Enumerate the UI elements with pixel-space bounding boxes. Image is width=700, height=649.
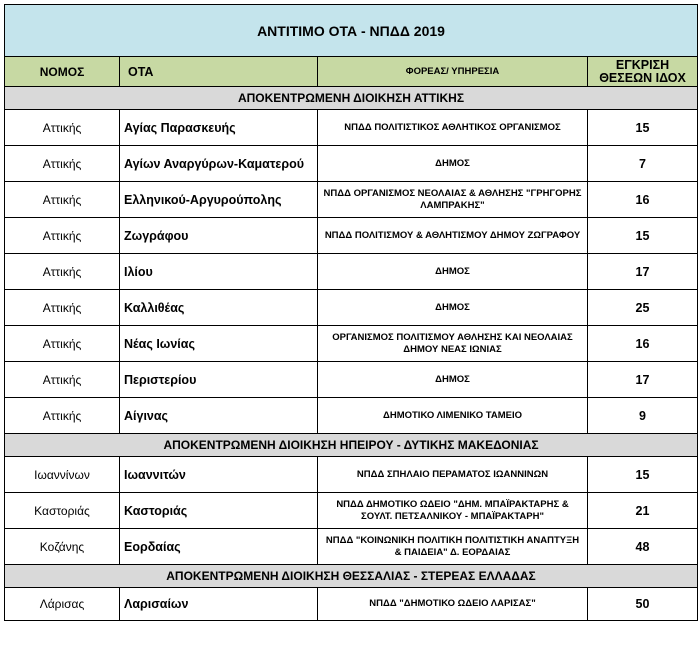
cell-nomos: Ιωαννίνων <box>5 457 120 493</box>
cell-ota: Ελληνικού-Αργυρούπολης <box>120 182 318 218</box>
cell-ota: Νέας Ιωνίας <box>120 326 318 362</box>
cell-ota: Ιωαννιτών <box>120 457 318 493</box>
cell-foreas: ΔΗΜΟΣ <box>318 146 588 182</box>
cell-count: 15 <box>588 110 698 146</box>
cell-nomos: Αττικής <box>5 218 120 254</box>
header-count-line2: ΘΕΣΕΩΝ ΙΔΟΧ <box>599 70 686 85</box>
header-count-line1: ΕΓΚΡΙΣΗ <box>615 57 670 72</box>
cell-count: 50 <box>588 588 698 621</box>
cell-nomos: Αττικής <box>5 254 120 290</box>
cell-count: 17 <box>588 254 698 290</box>
region-name: ΑΠΟΚΕΝΤΡΩΜΕΝΗ ΔΙΟΙΚΗΣΗ ΘΕΣΣΑΛΙΑΣ - ΣΤΕΡΕΑΣ ΕΛΛΑΔΑΣ <box>5 565 698 588</box>
positions-table <box>4 4 698 621</box>
cell-nomos: Καστοριάς <box>5 493 120 529</box>
header-ota: ΟΤΑ <box>120 57 318 87</box>
cell-nomos: Αττικής <box>5 110 120 146</box>
cell-ota: Καλλιθέας <box>120 290 318 326</box>
table-row <box>5 362 698 398</box>
cell-foreas: ΝΠΔΔ ΠΟΛΙΤΙΣΤΙΚΟΣ ΑΘΛΗΤΙΚΟΣ ΟΡΓΑΝΙΣΜΟΣ <box>318 110 588 146</box>
cell-count: 17 <box>588 362 698 398</box>
table-title: ΑΝΤΙΤΙΜΟ ΟΤΑ - ΝΠΔΔ 2019 <box>5 5 698 57</box>
cell-nomos: Αττικής <box>5 362 120 398</box>
header-count <box>588 57 698 87</box>
title-row <box>5 5 698 57</box>
cell-nomos: Λάρισας <box>5 588 120 621</box>
region-name: ΑΠΟΚΕΝΤΡΩΜΕΝΗ ΔΙΟΙΚΗΣΗ ΑΤΤΙΚΗΣ <box>5 87 698 110</box>
table-row <box>5 326 698 362</box>
table-row <box>5 290 698 326</box>
table-row <box>5 110 698 146</box>
cell-count: 15 <box>588 457 698 493</box>
region-row <box>5 565 698 588</box>
cell-count: 21 <box>588 493 698 529</box>
cell-foreas: ΟΡΓΑΝΙΣΜΟΣ ΠΟΛΙΤΙΣΜΟΥ ΑΘΛΗΣΗΣ ΚΑΙ ΝΕΟΛΑΙΑΣ ΔΗΜΟΥ ΝΕΑΣ ΙΩΝΙΑΣ <box>318 326 588 362</box>
cell-count: 16 <box>588 326 698 362</box>
cell-ota: Καστοριάς <box>120 493 318 529</box>
cell-foreas: ΔΗΜΟΣ <box>318 362 588 398</box>
table-row <box>5 398 698 434</box>
table-row <box>5 457 698 493</box>
table-row <box>5 182 698 218</box>
region-row <box>5 87 698 110</box>
table-row <box>5 218 698 254</box>
cell-ota: Περιστερίου <box>120 362 318 398</box>
table-row <box>5 254 698 290</box>
table-row <box>5 588 698 621</box>
cell-nomos: Αττικής <box>5 398 120 434</box>
cell-count: 15 <box>588 218 698 254</box>
cell-nomos: Αττικής <box>5 326 120 362</box>
cell-ota: Αγίας Παρασκευής <box>120 110 318 146</box>
table-row <box>5 146 698 182</box>
cell-nomos: Κοζάνης <box>5 529 120 565</box>
cell-ota: Λαρισαίων <box>120 588 318 621</box>
region-name: ΑΠΟΚΕΝΤΡΩΜΕΝΗ ΔΙΟΙΚΗΣΗ ΗΠΕΙΡΟΥ - ΔΥΤΙΚΗΣ ΜΑΚΕΔΟΝΙΑΣ <box>5 434 698 457</box>
cell-count: 9 <box>588 398 698 434</box>
cell-ota: Αίγινας <box>120 398 318 434</box>
table-row <box>5 493 698 529</box>
cell-count: 7 <box>588 146 698 182</box>
cell-nomos: Αττικής <box>5 182 120 218</box>
cell-ota: Εορδαίας <box>120 529 318 565</box>
cell-ota: Ιλίου <box>120 254 318 290</box>
cell-nomos: Αττικής <box>5 290 120 326</box>
header-row <box>5 57 698 87</box>
cell-foreas: ΝΠΔΔ ΠΟΛΙΤΙΣΜΟΥ & ΑΘΛΗΤΙΣΜΟΥ ΔΗΜΟΥ ΖΩΓΡΑΦΟΥ <box>318 218 588 254</box>
cell-foreas: ΝΠΔΔ ΔΗΜΟΤΙΚΟ ΩΔΕΙΟ "ΔΗΜ. ΜΠΑΪΡΑΚΤΑΡΗΣ & ΣΟΥΛΤ. ΠΕΤΣΑΛΝΙΚΟΥ - ΜΠΑΪΡΑΚΤΑΡΗ" <box>318 493 588 529</box>
cell-foreas: ΔΗΜΟΤΙΚΟ ΛΙΜΕΝΙΚΟ ΤΑΜΕΙΟ <box>318 398 588 434</box>
header-foreas: ΦΟΡΕΑΣ/ ΥΠΗΡΕΣΙΑ <box>318 57 588 87</box>
cell-foreas: ΔΗΜΟΣ <box>318 290 588 326</box>
cell-nomos: Αττικής <box>5 146 120 182</box>
cell-count: 48 <box>588 529 698 565</box>
region-row <box>5 434 698 457</box>
cell-foreas: ΝΠΔΔ "ΚΟΙΝΩΝΙΚΗ ΠΟΛΙΤΙΚΗ ΠΟΛΙΤΙΣΤΙΚΗ ΑΝΑΠΤΥΞΗ & ΠΑΙΔΕΙΑ" Δ. ΕΟΡΔΑΙΑΣ <box>318 529 588 565</box>
cell-foreas: ΝΠΔΔ "ΔΗΜΟΤΙΚΟ ΩΔΕΙΟ ΛΑΡΙΣΑΣ" <box>318 588 588 621</box>
cell-count: 25 <box>588 290 698 326</box>
cell-foreas: ΔΗΜΟΣ <box>318 254 588 290</box>
cell-count: 16 <box>588 182 698 218</box>
cell-ota: Αγίων Αναργύρων-Καματερού <box>120 146 318 182</box>
cell-foreas: ΝΠΔΔ ΟΡΓΑΝΙΣΜΟΣ ΝΕΟΛΑΙΑΣ & ΑΘΛΗΣΗΣ "ΓΡΗΓΟΡΗΣ ΛΑΜΠΡΑΚΗΣ" <box>318 182 588 218</box>
cell-foreas: ΝΠΔΔ ΣΠΗΛΑΙΟ ΠΕΡΑΜΑΤΟΣ ΙΩΑΝΝΙΝΩΝ <box>318 457 588 493</box>
table-row <box>5 529 698 565</box>
cell-ota: Ζωγράφου <box>120 218 318 254</box>
header-nomos: ΝΟΜΟΣ <box>5 57 120 87</box>
